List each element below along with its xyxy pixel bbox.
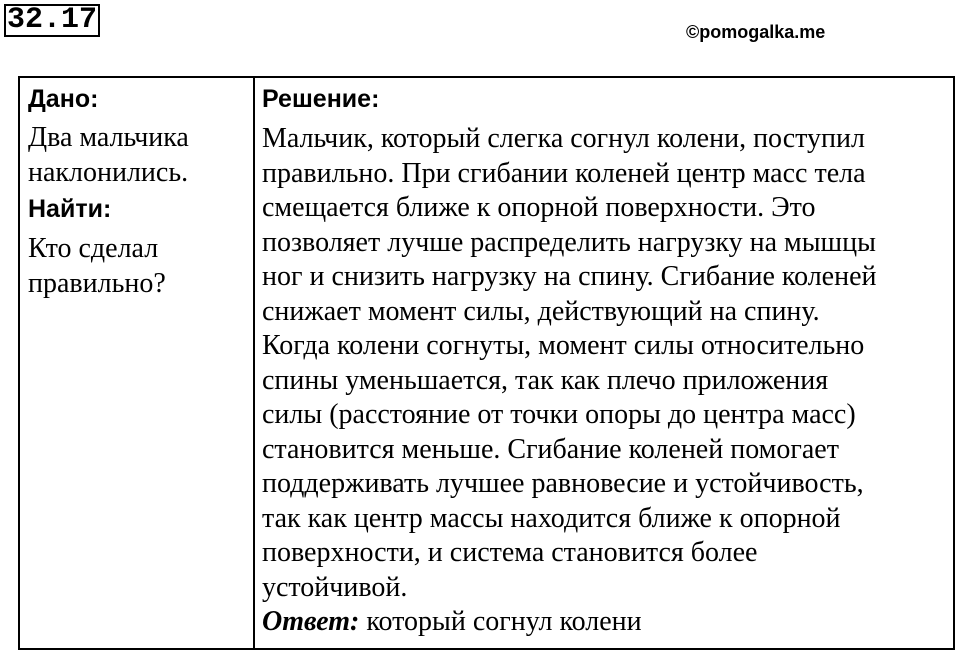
solution-line: Когда колени согнуты, момент силы относительно: [262, 330, 865, 361]
find-heading: Найти:: [28, 195, 112, 223]
solution-text: [262, 122, 952, 605]
solution-line: становится меньше. Сгибание коленей помогает: [262, 433, 839, 465]
answer-text: который согнул колени: [359, 606, 642, 637]
watermark: ©pomogalka.me: [686, 22, 826, 42]
solution-line: снижает момент силы, действующий на спину.: [262, 295, 820, 327]
solution-line: поддерживать лучшее равновесие и устойчивость,: [262, 468, 864, 499]
given-heading: Дано:: [28, 85, 99, 113]
given-line: наклонились.: [28, 156, 189, 188]
given-text: [28, 121, 248, 190]
find-line: правильно?: [28, 267, 166, 299]
solution-column: [262, 84, 952, 640]
problem-number: 32.17: [4, 4, 100, 37]
solution-line: силы (расстояние от точки опоры до центра масс): [262, 399, 856, 430]
given-line: Два мальчика: [28, 122, 189, 153]
solution-line: так как центр массы находится ближе к опорной: [262, 502, 841, 534]
solution-line: смещается ближе к опорной поверхности. Это: [262, 192, 816, 223]
solution-line: правильно. При сгибании коленей центр масс тела: [262, 157, 866, 189]
find-text: [28, 232, 248, 301]
solution-table: [18, 76, 955, 650]
answer-label: Ответ:: [262, 606, 360, 637]
find-line: Кто сделал: [28, 233, 159, 264]
solution-line: ног и снизить нагрузку на спину. Сгибание коленей: [262, 261, 877, 292]
given-column: [28, 84, 248, 301]
solution-line: Мальчик, который слегка согнул колени, поступил: [262, 123, 865, 154]
solution-line: спины уменьшается, так как плечо приложения: [262, 364, 829, 396]
solution-line: поверхности, и система становится более: [262, 537, 758, 568]
column-divider: [253, 78, 255, 648]
answer-line: [262, 605, 952, 640]
solution-line: устойчивой.: [262, 571, 408, 603]
solution-heading: Решение:: [262, 85, 380, 113]
solution-line: позволяет лучше распределить нагрузку на мышцы: [262, 226, 876, 258]
